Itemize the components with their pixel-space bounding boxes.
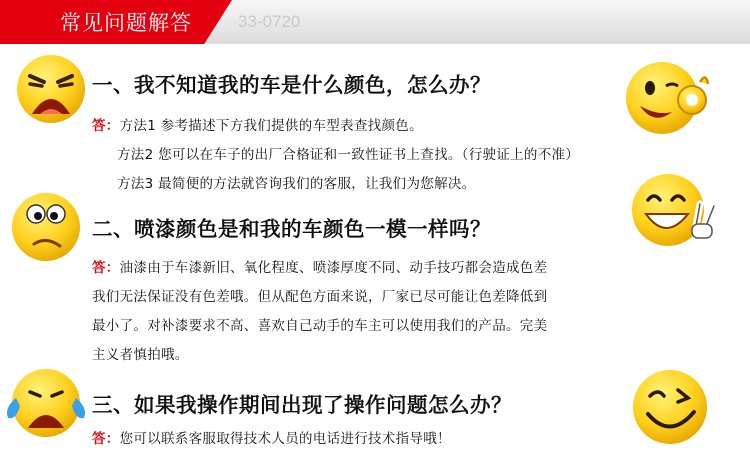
faq-answer-1-line-2: 方法2 您可以在车子的出厂合格证和一致性证书上查找。（行驶证上的不准） bbox=[117, 147, 580, 163]
answer-label: 答： bbox=[92, 118, 120, 134]
faq-question-3: 三、如果我操作期间出现了操作问题怎么办？ bbox=[92, 393, 512, 417]
header-title: 常见问题解答 bbox=[60, 11, 192, 35]
ok-hand-face-icon bbox=[622, 58, 712, 140]
faq-answer-2-line-4: 主义者慎拍哦。 bbox=[92, 347, 189, 363]
faq-answer-1-line-1: 答：方法1 参考描述下方我们提供的车型表查找颜色。 bbox=[92, 118, 423, 134]
faq-question-2: 二、喷漆颜色是和我的车颜色一模一样吗？ bbox=[92, 217, 491, 241]
peace-sign-face-icon bbox=[628, 170, 718, 252]
faq-answer-2-line-3: 最小了。对补漆要求不高、喜欢自己动手的车主可以使用我们的产品。完美 bbox=[92, 318, 548, 334]
crying-face-icon bbox=[2, 366, 90, 440]
faq-answer-3-line-1: 答：您可以联系客服取得技术人员的电话进行技术指导哦！ bbox=[92, 431, 451, 447]
answer-label: 答： bbox=[92, 260, 120, 276]
winking-face-icon bbox=[630, 366, 710, 448]
shouting-face-icon bbox=[14, 52, 88, 126]
faq-answer-2-line-2: 我们无法保证没有色差哦。但从配色方面来说，厂家已尽可能让色差降低到 bbox=[92, 289, 548, 305]
faq-answer-1-line-3: 方法3 最简便的方法就咨询我们的客服，让我们为您解决。 bbox=[117, 176, 476, 192]
header-phone-partial: 33-0720 bbox=[238, 12, 301, 31]
worried-face-icon bbox=[8, 190, 84, 264]
answer-label: 答： bbox=[92, 431, 120, 447]
faq-answer-2-line-1: 答：油漆由于车漆新旧、氧化程度、喷漆厚度不同、动手技巧都会造成色差 bbox=[92, 260, 548, 276]
faq-question-1: 一、我不知道我的车是什么颜色，怎么办？ bbox=[92, 73, 491, 97]
